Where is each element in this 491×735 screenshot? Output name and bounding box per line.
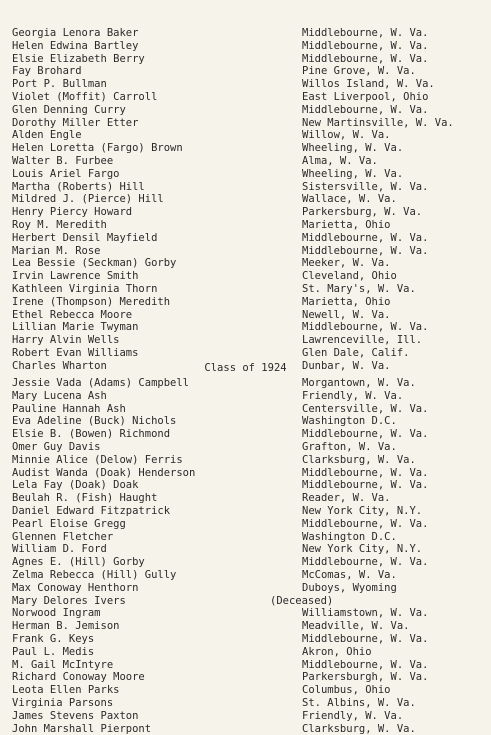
alumni-name: Alden Engle (12, 129, 82, 142)
list-item (12, 142, 488, 155)
alumni-name: Helen Loretta (Fargo) Brown (12, 142, 183, 155)
alumni-location: Wheeling, W. Va. (302, 167, 404, 180)
alumni-name: Helen Edwina Bartley (12, 39, 139, 52)
list-item (12, 206, 488, 219)
alumni-name: Glennen Fletcher (12, 530, 114, 543)
alumni-name: Irvin Lawrence Smith (12, 270, 139, 283)
alumni-name: Robert Evan Williams (12, 346, 139, 359)
list-item (12, 219, 488, 232)
alumni-location: Lawrenceville, Ill. (302, 334, 423, 347)
alumni-name: Lela Fay (Doak) Doak (12, 479, 139, 492)
alumni-name: Walter B. Furbee (12, 154, 114, 167)
alumni-location: St. Albins, W. Va. (302, 696, 416, 709)
alumni-name: Charles Wharton (12, 359, 107, 372)
list-item (12, 245, 488, 258)
alumni-location: Parkersburg, W. Va. (302, 206, 423, 219)
list-item (12, 390, 488, 403)
list-item (12, 321, 488, 334)
alumni-location: Duboys, Wyoming (302, 581, 397, 594)
alumni-location: Middlebourne, W. Va. (302, 231, 429, 244)
alumni-name: James Stevens Paxton (12, 709, 139, 722)
list-item (12, 40, 488, 53)
alumni-name: Beulah R. (Fish) Haught (12, 492, 158, 505)
list-item (12, 467, 488, 480)
alumni-name: Daniel Edward Fitzpatrick (12, 504, 171, 517)
alumni-location: Middlebourne, W. Va. (302, 556, 429, 569)
list-item (12, 595, 488, 608)
list-item (12, 684, 488, 697)
alumni-location: Willos Island, W. Va. (302, 78, 435, 91)
list-item (12, 232, 488, 245)
list-item (12, 78, 488, 91)
alumni-name: Pearl Eloise Gregg (12, 517, 126, 530)
alumni-name: William D. Ford (12, 543, 107, 556)
list-item (12, 117, 488, 130)
alumni-location: Sistersville, W. Va. (302, 180, 429, 193)
list-item (12, 27, 488, 40)
alumni-location: Middlebourne, W. Va. (302, 658, 429, 671)
alumni-location: St. Mary's, W. Va. (302, 282, 416, 295)
alumni-location: Middlebourne, W. Va. (302, 466, 429, 479)
alumni-location: Marietta, Ohio (302, 295, 391, 308)
alumni-location: McComas, W. Va. (302, 568, 397, 581)
alumni-name: Elsie B. (Bowen) Richmond (12, 428, 171, 441)
alumni-name: Glen Denning Curry (12, 103, 126, 116)
alumni-name: Mary Delores Ivers (12, 594, 126, 607)
alumni-location: Williamstown, W. Va. (302, 607, 429, 620)
alumni-name: Herbert Densil Mayfield (12, 231, 158, 244)
class-heading: Class of 1924 (204, 362, 287, 374)
list-item (12, 723, 488, 735)
alumni-name: M. Gail McIntyre (12, 658, 114, 671)
alumni-name: Dorothy Miller Etter (12, 116, 139, 129)
list-item (12, 257, 488, 270)
alumni-name: Pauline Hannah Ash (12, 402, 126, 415)
alumni-name: Norwood Ingram (12, 607, 101, 620)
list-item (12, 334, 488, 347)
alumni-location: Centersville, W. Va. (302, 402, 429, 415)
alumni-name: Henry Piercy Howard (12, 206, 133, 219)
list-item (12, 296, 488, 309)
alumni-location: Alma, W. Va. (302, 154, 378, 167)
list-item (12, 531, 488, 544)
alumni-name: Mildred J. (Pierce) Hill (12, 193, 164, 206)
list-item (12, 633, 488, 646)
alumni-location: Meadville, W. Va. (302, 620, 410, 633)
alumni-location: Middlebourne, W. Va. (302, 39, 429, 52)
alumni-location: Clarksburg, W. Va. (302, 453, 416, 466)
list-item (12, 518, 488, 531)
alumni-name: Richard Conoway Moore (12, 671, 145, 684)
alumni-name: Herman B. Jemison (12, 620, 120, 633)
list-item (12, 454, 488, 467)
alumni-location: Middlebourne, W. Va. (302, 479, 429, 492)
list-item (12, 671, 488, 684)
list-item (12, 65, 488, 78)
alumni-location: New York City, N.Y. (302, 543, 423, 556)
alumni-location: Middlebourne, W. Va. (302, 103, 429, 116)
list-item (12, 415, 488, 428)
alumni-location: New York City, N.Y. (302, 504, 423, 517)
alumni-name: Paul L. Medis (12, 645, 95, 658)
alumni-name: Jessie Vada (Adams) Campbell (12, 377, 190, 389)
list-item (12, 569, 488, 582)
list-item (12, 347, 488, 360)
list-item (12, 441, 488, 454)
alumni-location: East Liverpool, Ohio (302, 90, 429, 103)
list-item (12, 129, 488, 142)
alumni-location: Akron, Ohio (302, 645, 372, 658)
alumni-location: Middlebourne, W. Va. (302, 321, 429, 334)
alumni-name: Irene (Thompson) Meredith (12, 295, 171, 308)
alumni-location: Morgantown, W. Va. (302, 377, 416, 389)
alumni-location: Marietta, Ohio (302, 218, 391, 231)
list-item (12, 270, 488, 283)
alumni-location: Willow, W. Va. (302, 129, 391, 142)
alumni-name: Eva Adeline (Buck) Nichols (12, 415, 177, 428)
alumni-name: Max Conoway Henthorn (12, 581, 139, 594)
alumni-name: Georgia Lenora Baker (12, 27, 139, 39)
alumni-location: Dunbar, W. Va. (302, 359, 391, 372)
list-item (12, 403, 488, 416)
alumni-location: Parkersburgh, W. Va. (302, 671, 429, 684)
alumni-name: Zelma Rebecca (Hill) Gully (12, 568, 177, 581)
alumni-location: Middlebourne, W. Va. (302, 244, 429, 257)
alumni-name: Marian M. Rose (12, 244, 101, 257)
list-item (12, 193, 488, 206)
alumni-location: Middlebourne, W. Va. (302, 52, 429, 65)
alumni-name: Leota Ellen Parks (12, 684, 120, 697)
alumni-name: Elsie Elizabeth Berry (12, 52, 145, 65)
alumni-location: Washington D.C. (302, 530, 397, 543)
list-item (12, 582, 488, 595)
alumni-list-section-1 (12, 27, 488, 373)
alumni-location: Newell, W. Va. (302, 308, 391, 321)
list-item (12, 646, 488, 659)
alumni-location: Grafton, W. Va. (302, 440, 397, 453)
alumni-location: Washington D.C. (302, 415, 397, 428)
alumni-name: Virginia Parsons (12, 696, 114, 709)
alumni-name: Frank G. Keys (12, 632, 95, 645)
alumni-location: Glen Dale, Calif. (302, 346, 410, 359)
alumni-location: Clarksburg, W. Va. (302, 722, 416, 735)
alumni-location: Reader, W. Va. (302, 492, 391, 505)
alumni-name: John Marshall Pierpont (12, 722, 152, 735)
alumni-name: Audist Wanda (Doak) Henderson (12, 466, 196, 479)
alumni-name: Lillian Marie Twyman (12, 321, 139, 334)
alumni-name: Fay Brohard (12, 65, 82, 78)
alumni-location: New Martinsville, W. Va. (302, 116, 454, 129)
alumni-location: Wheeling, W. Va. (302, 142, 404, 155)
alumni-name: Louis Ariel Fargo (12, 167, 120, 180)
alumni-location: Middlebourne, W. Va. (302, 27, 429, 39)
list-item (12, 428, 488, 441)
alumni-location: Friendly, W. Va. (302, 389, 404, 402)
alumni-name: Martha (Roberts) Hill (12, 180, 145, 193)
alumni-location: Columbus, Ohio (302, 684, 391, 697)
alumni-location: Middlebourne, W. Va. (302, 428, 429, 441)
list-item (12, 104, 488, 117)
list-item (12, 607, 488, 620)
list-item (12, 505, 488, 518)
alumni-name: Kathleen Virginia Thorn (12, 282, 158, 295)
list-item (12, 697, 488, 710)
alumni-location: (Deceased) (270, 594, 334, 607)
list-item (12, 556, 488, 569)
alumni-location: Pine Grove, W. Va. (302, 65, 416, 78)
alumni-name: Harry Alvin Wells (12, 334, 120, 347)
alumni-name: Ethel Rebecca Moore (12, 308, 133, 321)
list-item (12, 168, 488, 181)
alumni-list-section-2 (12, 377, 488, 735)
alumni-name: Roy M. Meredith (12, 218, 107, 231)
list-item (12, 479, 488, 492)
alumni-location: Meeker, W. Va. (302, 257, 391, 270)
list-item (12, 53, 488, 66)
list-item (12, 309, 488, 322)
alumni-name: Omer Guy Davis (12, 440, 101, 453)
list-item (12, 710, 488, 723)
alumni-name: Mary Lucena Ash (12, 389, 107, 402)
list-item (12, 377, 488, 390)
alumni-name: Agnes E. (Hill) Gorby (12, 556, 145, 569)
alumni-name: Port P. Bullman (12, 78, 107, 91)
list-item (12, 283, 488, 296)
list-item (12, 659, 488, 672)
list-item (12, 181, 488, 194)
alumni-location: Friendly, W. Va. (302, 709, 404, 722)
alumni-name: Minnie Alice (Delow) Ferris (12, 453, 183, 466)
list-item (12, 155, 488, 168)
list-item (12, 91, 488, 104)
list-item (12, 620, 488, 633)
list-item (12, 543, 488, 556)
alumni-location: Middlebourne, W. Va. (302, 632, 429, 645)
alumni-name: Violet (Moffit) Carroll (12, 90, 158, 103)
list-item (12, 492, 488, 505)
alumni-location: Wallace, W. Va. (302, 193, 397, 206)
alumni-name: Lea Bessie (Seckman) Gorby (12, 257, 177, 270)
alumni-location: Middlebourne, W. Va. (302, 517, 429, 530)
alumni-location: Cleveland, Ohio (302, 270, 397, 283)
